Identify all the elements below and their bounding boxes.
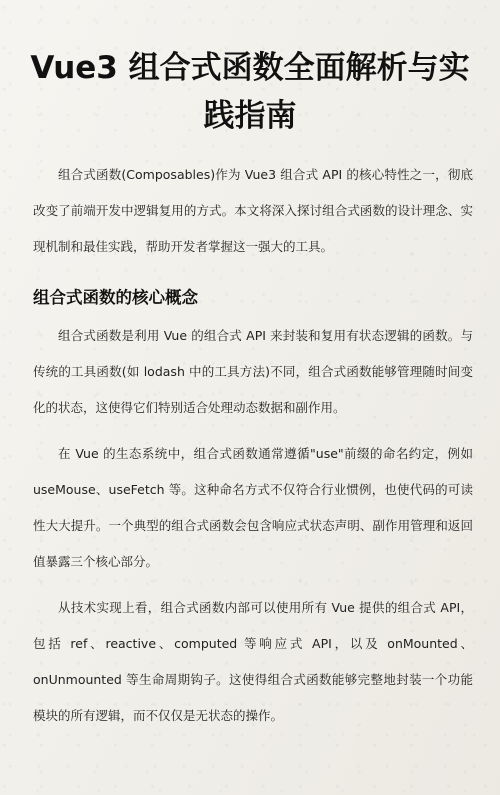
section-heading: 组合式函数的核心概念 [33,288,198,307]
body-paragraph-2: 在 Vue 的生态系统中，组合式函数通常遵循"use"前缀的命名约定，例如 useMouse、useFetch 等。这种命名方式不仅符合行业惯例，也使代码的可读性大大提升。一个典型的组合式函数会包含响应式状态声明、副作用管理和返回值暴露三个核心部分。 [33,446,473,569]
body-paragraph-3: 从技术实现上看，组合式函数内部可以使用所有 Vue 提供的组合式 API，包括 ref、reactive、computed 等响应式 API，以及 onMounted、onUnmounted 等生命周期钩子。这使得组合式函数能够完整地封装一个功能模块的所有逻辑，而不仅仅是无状态的操作。 [33,600,473,723]
intro-section [33,157,473,265]
article-title: Vue3 组合式函数全面解析与实践指南 [30,50,470,134]
intro-paragraph: 组合式函数(Composables)作为 Vue3 组合式 API 的核心特性之一，彻底改变了前端开发中逻辑复用的方式。本文将深入探讨组合式函数的设计理念、实现机制和最佳实践，帮助开发者掌握这一强大的工具。 [33,167,473,254]
body-paragraph-1: 组合式函数是利用 Vue 的组合式 API 来封装和复用有状态逻辑的函数。与传统的工具函数(如 lodash 中的工具方法)不同，组合式函数能够管理随时间变化的状态，这使得它们特别适合处理动态数据和副作用。 [33,328,473,415]
